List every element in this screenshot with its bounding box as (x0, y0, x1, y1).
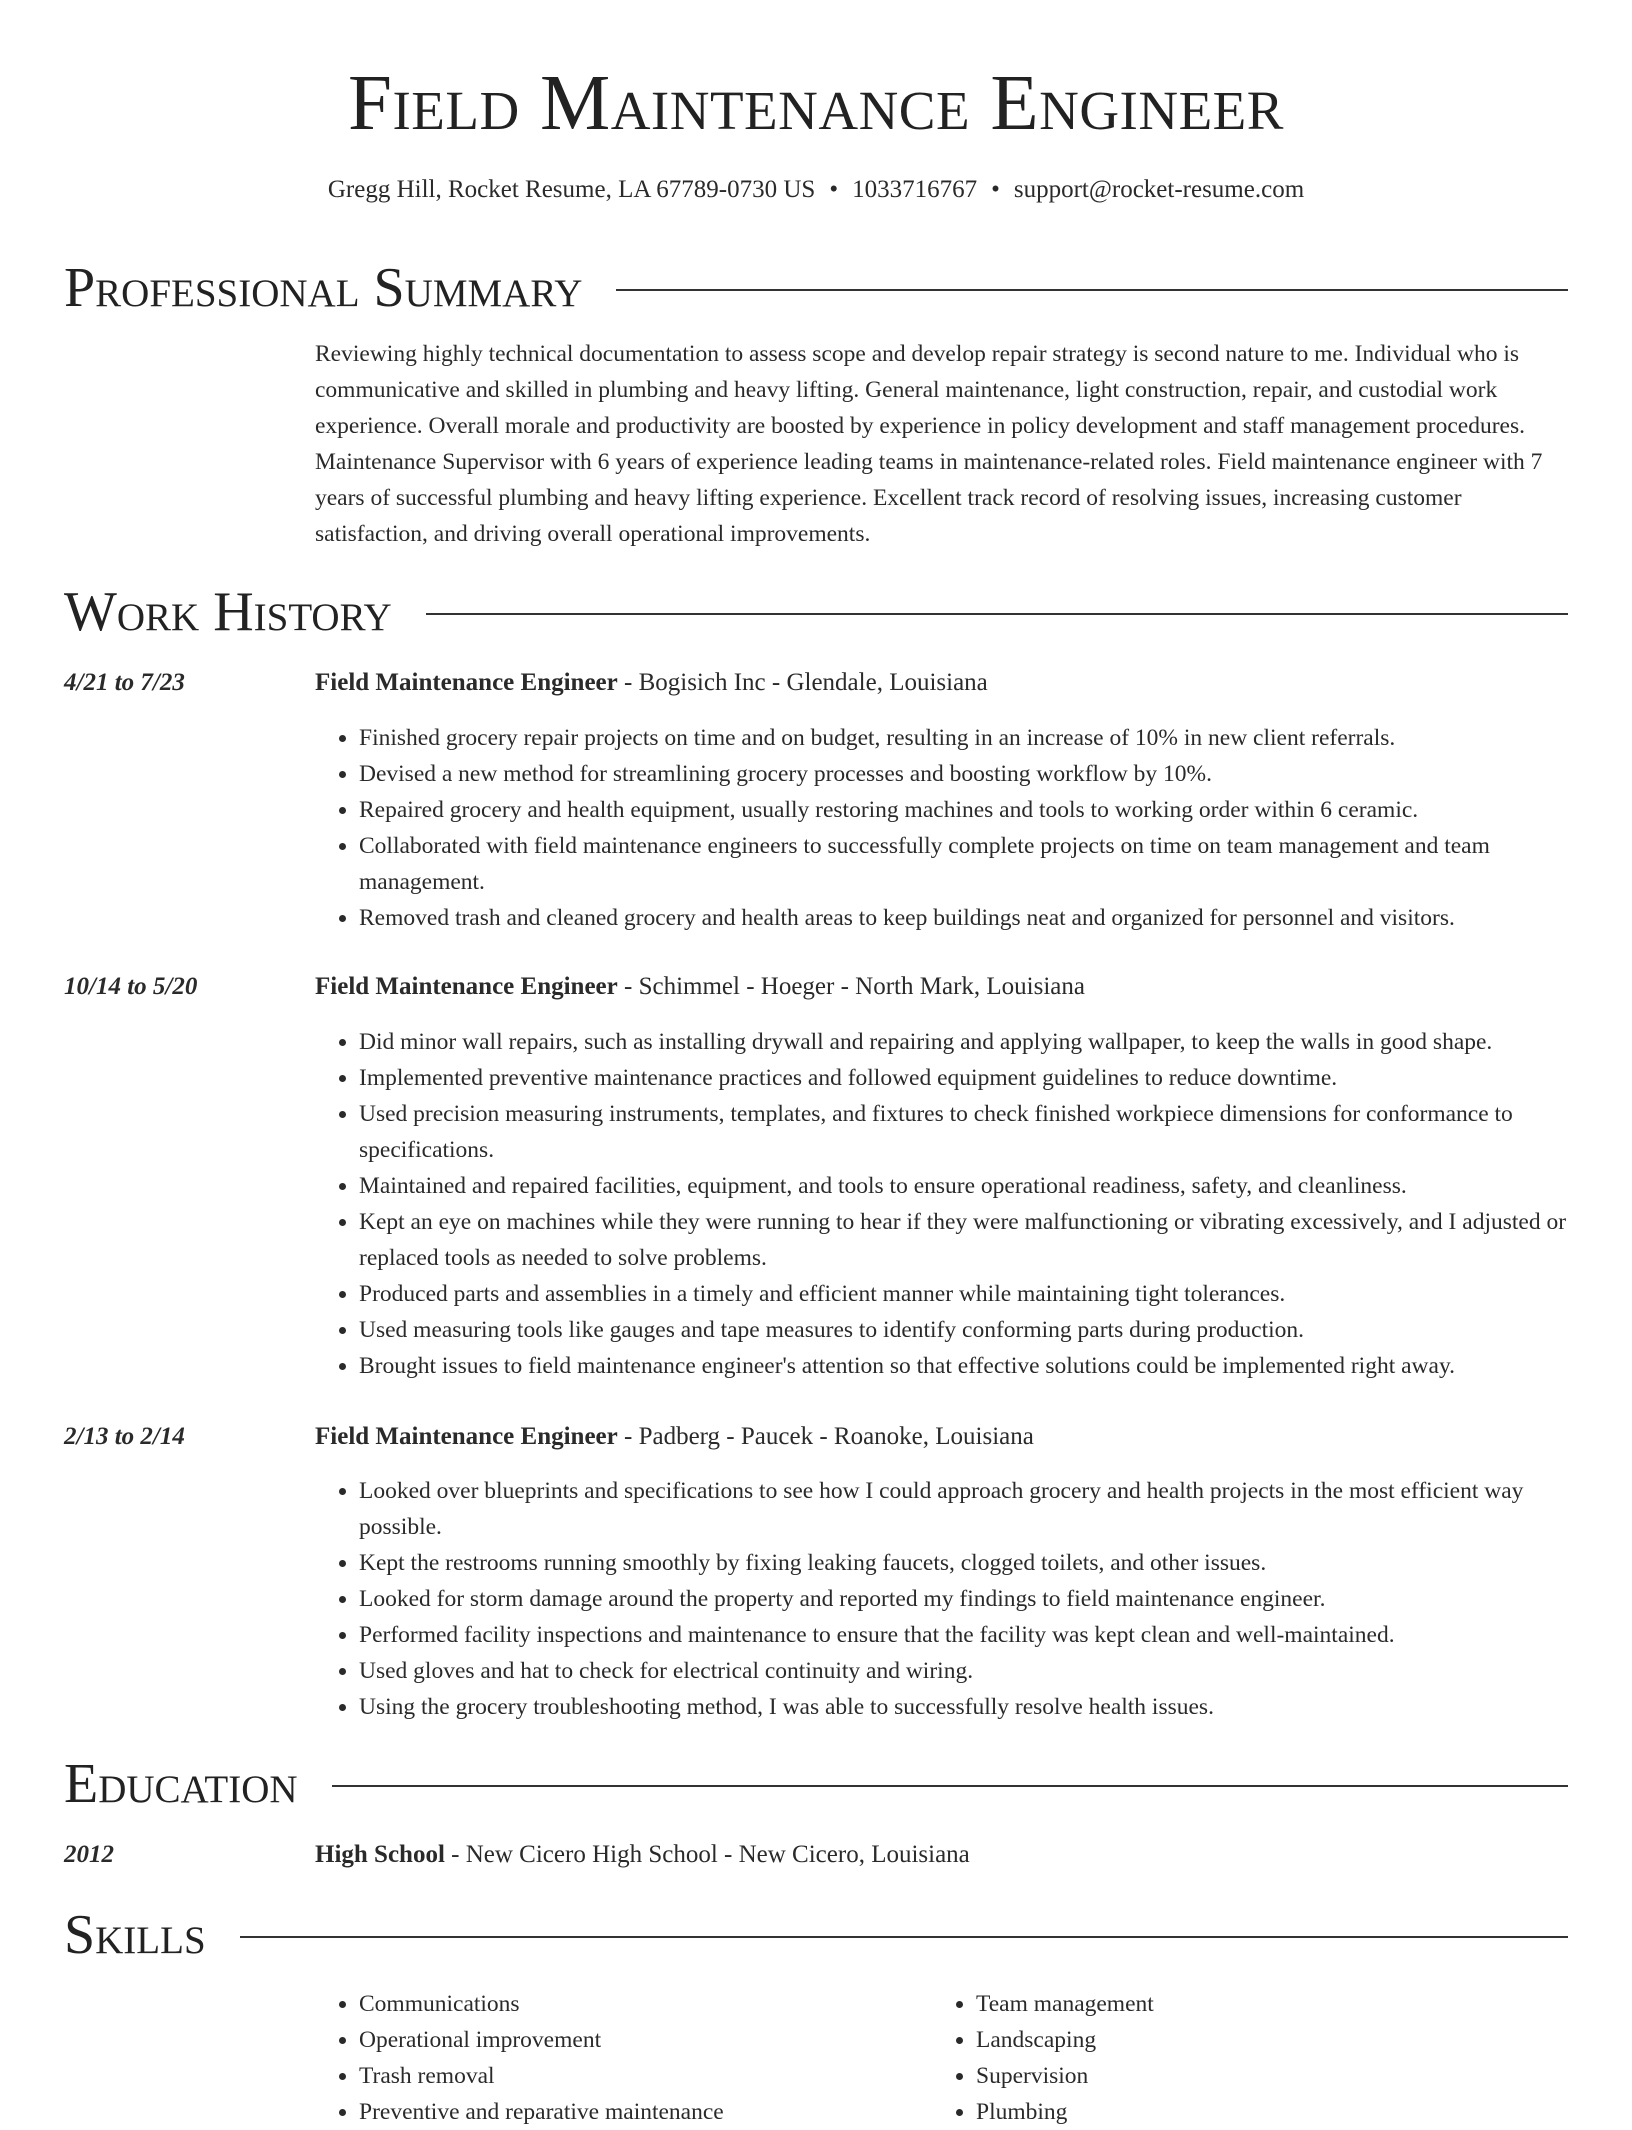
list-item: • Used precision measuring instruments, templates, and fixtures to check finished workpiece dimensions for conformance to specifications. (359, 1096, 1570, 1168)
summary-text: Reviewing highly technical documentation to assess scope and develop repair strategy is second nature to me. Individual who is communicative and skilled in plumbing and heavy lifting. General maintenance, light construction, repair, and custodial work experience. Overall morale and productivity are boosted by experience in policy development and staff management procedures. Maintenance Supervisor with 6 years of experience leading teams in maintenance-related roles. Field maintenance engineer with 7 years of successful plumbing and heavy lifting experience. Excellent track record of resolving issues, increasing customer satisfaction, and driving overall operational improvements. (315, 341, 1543, 547)
list-item: • Using the grocery troubleshooting method, I was able to successfully resolve health issues. (359, 1689, 1570, 1725)
list-item: • Used measuring tools like gauges and tape measures to identify conforming parts during production. (359, 1312, 1570, 1348)
list-item: • Looked for storm damage around the property and reported my findings to field maintenance engineer. (359, 1581, 1570, 1617)
list-item: • Used gloves and hat to check for electrical continuity and wiring. (359, 1653, 1570, 1689)
skill-item: • Communications (359, 1986, 915, 2022)
section-divider (426, 613, 1568, 615)
section-divider (616, 289, 1568, 291)
list-item: • Implemented preventive maintenance practices and followed equipment guidelines to reduce downtime. (359, 1060, 1570, 1096)
list-item: • Devised a new method for streamlining grocery processes and boosting workflow by 10%. (359, 756, 1570, 792)
education-details: - New Cicero High School - New Cicero, Louisiana (444, 1841, 970, 1868)
job-title-line (315, 1420, 1570, 1454)
job-title-line (315, 666, 1570, 700)
job-role: Field Maintenance Engineer (315, 1423, 618, 1450)
job-dates: 10/14 to 5/20 (64, 973, 198, 1000)
list-item: • Kept the restrooms running smoothly by fixing leaking faucets, clogged toilets, and other issues. (359, 1545, 1570, 1581)
job-title-line (315, 970, 1570, 1004)
list-item: • Looked over blueprints and specifications to see how I could approach grocery and health projects in the most efficient way possible. (359, 1473, 1570, 1545)
job-dates: 4/21 to 7/23 (64, 669, 185, 696)
job-bullets (315, 1473, 1570, 1725)
education-degree: High School (315, 1841, 445, 1868)
education-section-heading (64, 1752, 1568, 1816)
education-line (315, 1838, 1570, 1872)
job-dates: 2/13 to 2/14 (64, 1423, 185, 1450)
job-bullets (315, 1024, 1570, 1384)
job-role: Field Maintenance Engineer (315, 973, 618, 1000)
education-year: 2012 (64, 1841, 114, 1868)
skills-list-left (315, 1986, 915, 2130)
skills-section-heading (64, 1903, 1568, 1967)
skill-item: • Team management (976, 1986, 1532, 2022)
contact-separator: • (991, 176, 1000, 203)
list-item: • Repaired grocery and health equipment, usually restoring machines and tools to working order within 6 ceramic. (359, 792, 1570, 828)
work-heading: Work History (64, 581, 392, 643)
job-details: - Schimmel - Hoeger - North Mark, Louisiana (617, 973, 1085, 1000)
job-details: - Bogisich Inc - Glendale, Louisiana (617, 669, 988, 696)
summary-heading: Professional Summary (64, 257, 583, 319)
skill-item: • Operational improvement (359, 2022, 915, 2058)
skill-item: • Plumbing (976, 2094, 1532, 2130)
work-section-heading (64, 580, 1568, 644)
skill-item: • Landscaping (976, 2022, 1532, 2058)
list-item: • Did minor wall repairs, such as installing drywall and repairing and applying wallpaper, to keep the walls in good shape. (359, 1024, 1570, 1060)
contact-line (0, 174, 1632, 206)
list-item: • Produced parts and assemblies in a timely and efficient manner while maintaining tight tolerances. (359, 1276, 1570, 1312)
job-role: Field Maintenance Engineer (315, 669, 618, 696)
job-details: - Padberg - Paucek - Roanoke, Louisiana (617, 1423, 1034, 1450)
summary-section-heading (64, 256, 1568, 320)
education-heading: Education (64, 1753, 298, 1815)
job-bullets (315, 720, 1570, 936)
contact-email: support@rocket-resume.com (1013, 176, 1305, 203)
list-item: • Maintained and repaired facilities, equipment, and tools to ensure operational readiness, safety, and cleanliness. (359, 1168, 1570, 1204)
list-item: • Kept an eye on machines while they were running to hear if they were malfunctioning or vibrating excessively, and I adjusted or replaced tools as needed to solve problems. (359, 1204, 1570, 1276)
skill-item: • Supervision (976, 2058, 1532, 2094)
list-item: • Removed trash and cleaned grocery and health areas to keep buildings neat and organized for personnel and visitors. (359, 900, 1570, 936)
contact-address: Gregg Hill, Rocket Resume, LA 67789-0730 US (327, 176, 816, 203)
contact-separator: • (829, 176, 839, 203)
contact-phone: 1033716767 (852, 176, 978, 203)
section-divider (240, 1936, 1568, 1938)
skill-item: • Preventive and reparative maintenance (359, 2094, 915, 2130)
resume-title: Field Maintenance Engineer (348, 60, 1284, 147)
skill-item: • Trash removal (359, 2058, 915, 2094)
list-item: • Finished grocery repair projects on time and on budget, resulting in an increase of 10% in new client referrals. (359, 720, 1570, 756)
skills-heading: Skills (64, 1904, 206, 1966)
skills-list-right (932, 1986, 1532, 2130)
list-item: • Performed facility inspections and maintenance to ensure that the facility was kept clean and well-maintained. (359, 1617, 1570, 1653)
list-item: • Collaborated with field maintenance engineers to successfully complete projects on time on team management and team management. (359, 828, 1570, 900)
list-item: • Brought issues to field maintenance engineer's attention so that effective solutions could be implemented right away. (359, 1348, 1570, 1384)
section-divider (332, 1785, 1568, 1787)
